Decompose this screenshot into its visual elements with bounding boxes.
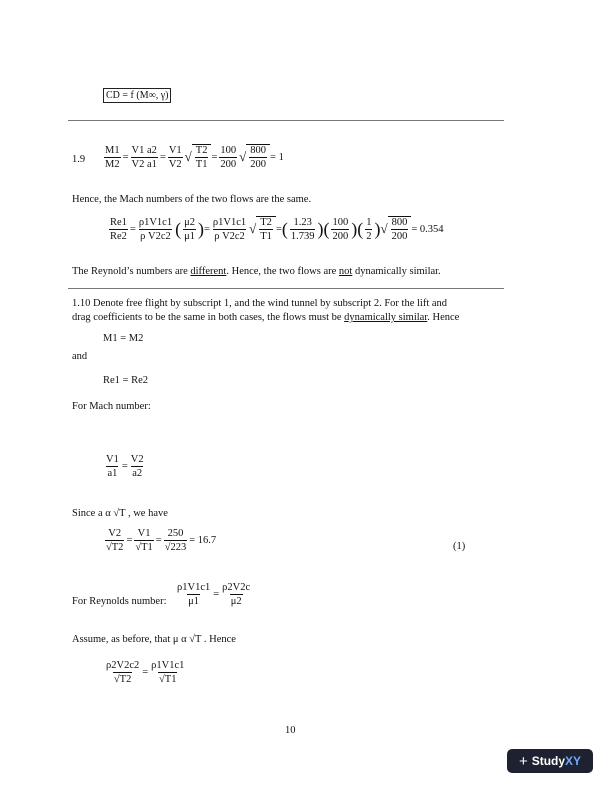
density-denominator: 1.739 (290, 230, 315, 242)
chord-numerator: 1 (366, 216, 372, 228)
final-sqrt-t1-denominator: √T1 (159, 674, 177, 685)
re-mu1-denominator: μ1 (188, 596, 200, 607)
eq1-result: = 16.7 (189, 535, 217, 546)
value-root-denominator: 200 (250, 159, 267, 170)
value-ratio-numerator: 100 (220, 144, 237, 156)
velocity-sound-numerator: V1 a2 (131, 144, 157, 156)
value-root-numerator: 800 (250, 145, 267, 156)
re-root-denominator: T1 (260, 231, 272, 242)
plus-icon: + (518, 752, 528, 770)
studyxy-watermark (507, 749, 593, 773)
final-sqrt-t2-denominator: √T2 (113, 674, 132, 685)
re-term2-denominator: ρ V2c2 (214, 230, 245, 242)
eq1-sqrt-t2-denominator: √T2 (106, 542, 124, 553)
eq1-v1-numerator: V1 (137, 528, 151, 539)
eq1-sqrt-t1-denominator: √T1 (135, 542, 153, 553)
velocity-sound-denominator: V2 a1 (131, 158, 157, 170)
re-rho1-numerator: ρ1V1c1 (177, 582, 211, 593)
velocity-value-numerator: 100 (332, 216, 349, 228)
and-text: and (72, 351, 88, 362)
reynolds-conclusion-text (72, 267, 441, 278)
problem-1-10-intro-line1: 1.10 Denote free flight by subscript 1, and the wind tunnel by subscript 2. For the lift and (72, 298, 448, 309)
problem-1-10-intro-line2 (72, 313, 459, 324)
eq1-250-numerator: 250 (167, 528, 184, 539)
mach-ratio-result: = 1 (270, 151, 284, 163)
a1-denominator: a1 (107, 468, 118, 479)
mach-velocity-equation: $\frac{V1}{a1}$ = $\frac{V2}{a2}$ (106, 454, 144, 479)
re-mu2-denominator: μ2 (230, 596, 242, 607)
velocity-temperature-equation: $\frac{V2}{√T2}$ = $\frac{V1}{√T1}$ = $\frac{250}{√223}$ = 16.7 (106, 528, 217, 553)
intro-line2-part-b: . Hence (427, 312, 460, 323)
re-ratio-denominator: Re2 (110, 230, 127, 242)
re-ratio-numerator: Re1 (110, 216, 127, 228)
reynolds-conclusion-part-a: The Reynold’s numbers are (72, 266, 191, 277)
density-numerator: 1.23 (293, 216, 312, 228)
eq1-sqrt-223-denominator: √223 (164, 542, 187, 553)
viscosity-numerator: μ2 (184, 216, 195, 228)
re-term-denominator: ρ V2c2 (140, 230, 171, 242)
viscosity-denominator: μ1 (184, 230, 195, 242)
page-number: 10 (285, 725, 296, 736)
boxed-drag-coefficient-formula: CD = f (M∞, γ) (103, 88, 171, 103)
mach-equality: M1 = M2 (103, 333, 144, 344)
re-term2-numerator: ρ1V1c1 (212, 216, 247, 228)
dynamically-similar-underlined: dynamically similar (344, 312, 428, 323)
for-reynolds-number-label: For Reynolds number: (72, 596, 167, 607)
temp-root-numerator: T2 (195, 145, 208, 156)
velocity-ratio-denominator: V2 (168, 158, 182, 170)
reynolds-equality: Re1 = Re2 (103, 375, 148, 386)
re-root-numerator: T2 (260, 217, 272, 228)
brand-study: Study (531, 754, 566, 768)
intro-line2-part-a: drag coefficients to be the same in both cases, the flows must be (72, 312, 345, 323)
section-divider (68, 120, 504, 121)
chord-denominator: 2 (366, 230, 372, 242)
temp-value-root-numerator: 800 (391, 217, 408, 228)
v1-numerator: V1 (106, 454, 119, 465)
for-mach-number-label: For Mach number: (72, 401, 151, 412)
mach-ratio-equation: $\frac{M1}{M2}$ = $\frac{V1 a2}{V2 a1}$ = $\frac{V1}{V2}$ √ $\frac{T2}{T1}$ = $\frac{100}{200}$ √ $\frac{800}{200}$ = 1 (105, 144, 284, 170)
mach-ratio-numerator: M1 (105, 144, 120, 156)
not-underlined: not (338, 266, 353, 277)
a2-denominator: a2 (132, 468, 143, 479)
equation-label-1: (1) (453, 541, 466, 552)
mach-conclusion-text: Hence, the Mach numbers of the two flows are the same. (72, 194, 312, 205)
v2-numerator: V2 (130, 454, 144, 465)
different-underlined: different (190, 266, 227, 277)
reynolds-conclusion-part-b: . Hence, the two flows are (226, 266, 339, 277)
section-divider-2 (68, 288, 504, 289)
assume-text: Assume, as before, that μ α √T . Hence (72, 634, 236, 645)
brand-xy: XY (565, 754, 582, 768)
eq1-v2-numerator: V2 (108, 528, 122, 539)
re-rho2-numerator: ρ2V2c (222, 582, 251, 593)
reynolds-conclusion-part-c: dynamically similar. (352, 266, 441, 277)
problem-number-1-9: 1.9 (72, 154, 86, 165)
final-rho1-numerator: ρ1V1c1 (151, 660, 185, 671)
reynolds-ratio-equation: $\frac{Re1}{Re2}$ = $\frac{\rho 1V1c1}{\text{ρ V2c2}}$ ( $\frac{\mu 2}{\mu 1}$ ) = $\frac{\rho 1V1c1}{\text{ρ V2c2}}$ √ $\frac{T2}{T1}$ = ( $\frac{1.23}{1.739}$ ) ( $\frac{100}{200}$ ) ( $\frac{1}{2}$ ) √ $\frac{800}{200}$ = 0.354 (110, 216, 444, 242)
since-text: Since a α √T , we have (72, 508, 168, 519)
value-ratio-denominator: 200 (220, 158, 237, 170)
temp-value-root-denominator: 200 (391, 231, 408, 242)
final-rho2-numerator: ρ2V2c2 (106, 660, 140, 671)
reynolds-equality-equation: $\frac{\rho 1V1c1}{\mu 1}$ = $\frac{\rho 2V2c}{\mu 2}$ (177, 582, 251, 607)
mach-ratio-denominator: M2 (105, 158, 120, 170)
temp-root-denominator: T1 (195, 159, 208, 170)
final-reynolds-equation: $\frac{\rho 2V2c2}{√T2}$ = $\frac{\rho 1V1c1}{√T1}$ (106, 660, 185, 685)
velocity-ratio-numerator: V1 (168, 144, 182, 156)
velocity-value-denominator: 200 (332, 230, 349, 242)
re-term-numerator: ρ1V1c1 (138, 216, 173, 228)
reynolds-ratio-result: = 0.354 (411, 223, 444, 235)
